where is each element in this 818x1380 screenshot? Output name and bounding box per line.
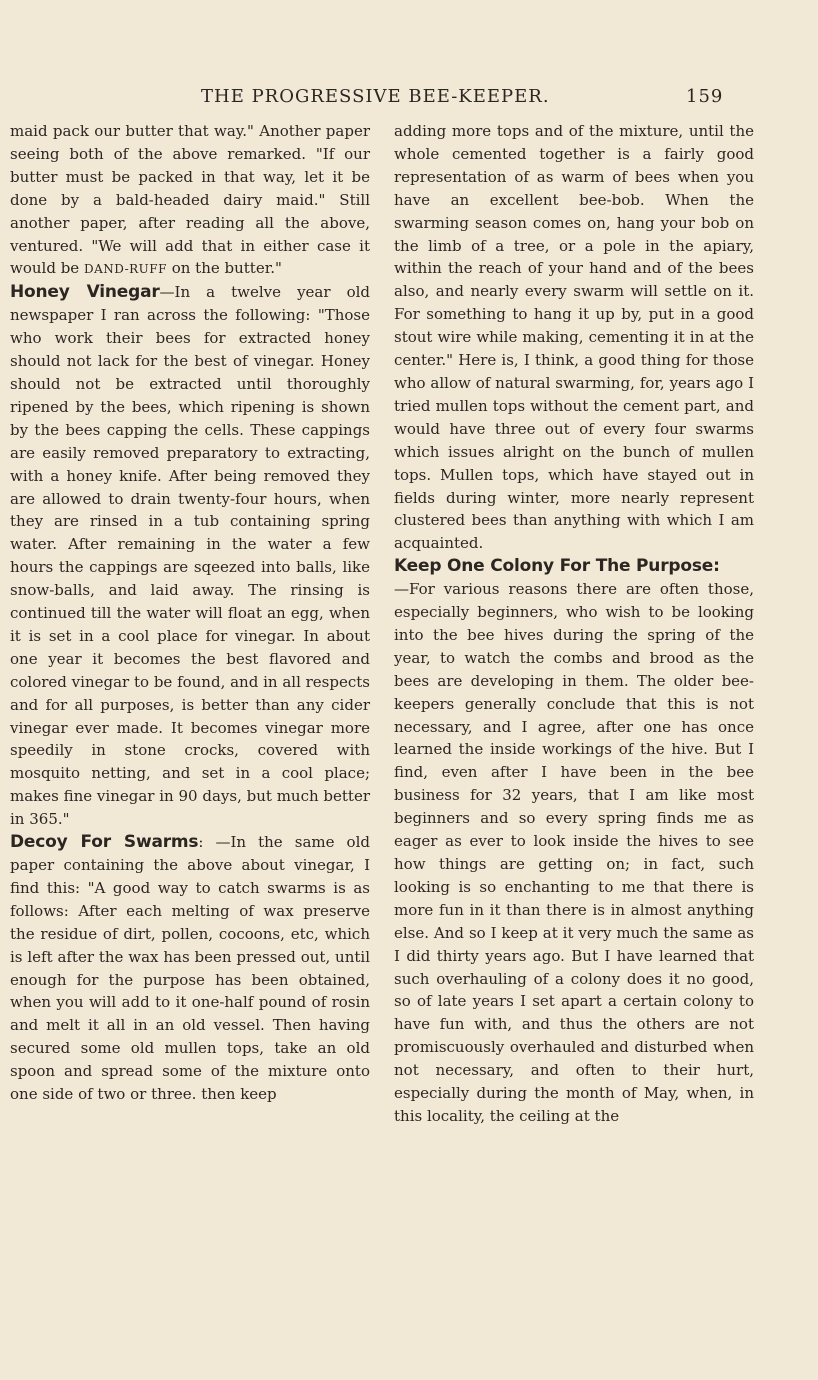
paragraph-butter	[10, 120, 370, 281]
page-header	[0, 86, 818, 110]
heading-decoy-swarms: Decoy For Swarms	[10, 832, 199, 853]
honey-vinegar-text: —In a twelve year old newspaper I ran across the following: "Those who work their bees for extracted honey should not lack for the best of vinegar. Honey should not be extracted until thoroughly ripened by the bees, which ripening is shown by the bees capping the cells. These cappings are easily removed preparatory to extracting, with a honey knife. After being removed they are allowed to drain twenty-four hours, when they are rinsed in a tub containing spring water. After remaining in the water a few hours the cappings are sqeezed into balls, like snow-balls, and laid away. The rinsing is continued till the water will float an egg, when it is set in a cool place for vinegar. In about one year it becomes the best flavored and colored vinegar to be found, and in all respects and for all purposes, is better than any cider vinegar ever made. It becomes vinegar more speedily in stone crocks, covered with mosquito netting, and set in a cool place; makes fine vinegar in 90 days, but much better in 365."	[10, 283, 370, 829]
page-number: 159	[686, 86, 724, 107]
heading-keep-colony: Keep One Colony For The Purpose:	[394, 556, 720, 577]
paragraph-decoy-swarms	[10, 831, 370, 1106]
heading-honey-vinegar: Honey Vinegar	[10, 282, 160, 303]
paragraph-bee-bob: adding more tops and of the mixture, until the whole cemented together is a fairly good representation of as warm of bees when you have an excellent bee-bob. When the swarming season comes on, hang your bob on the limb of a tree, or a pole in the apiary, within the reach of your hand and of the bees also, and nearly every swarm will settle on it. For something to hang it up by, put in a good stout wire while making, cementing it in at the center." Here is, I think, a good thing for those who allow of natural swarming, for, years ago I tried mullen tops without the cement part, and would have three out of every four swarms which issues alright on the bunch of mullen tops. Mullen tops, which have stayed out in fields during winter, more nearly represent clustered bees than anything with which I am acquainted.	[394, 122, 754, 553]
paragraph-honey-vinegar	[10, 281, 370, 831]
heading-keep-colony-line	[394, 555, 754, 578]
paragraph-keep-colony: —For various reasons there are often those, especially beginners, who wish to be looking into the bee hives during the spring of the year, to watch the combs and brood as the bees are developing in them. The older bee-keepers generally conclude that this is not necessary, and I agree, after one has once learned the inside workings of the hive. But I find, even after I have been in the bee business for 32 years, that I am like most beginners and so every spring finds me as eager as ever to look inside the hives to see how things are getting on; in fact, such looking is so enchanting to me that there is more fun in it than there is in almost anything else. And so I keep at it very much the same as I did thirty years ago. But I have learned that such overhauling of a colony does it no good, so of late years I set apart a certain colony to have fun with, and thus the others are not promiscuously overhauled and disturbed when not necessary, and often to their hurt, especially during the month of May, when, in this locality, the ceiling at the	[394, 580, 754, 1125]
dandruff-smallcaps: DAND-RUFF	[83, 262, 167, 277]
butter-text-a: maid pack our butter that way." Another paper seeing both of the above remarked. "If our butter must be packed in that way, let it be done by a bald-headed dairy maid." Still another paper, after reading all the above, ventured. "We will add that in either case it would be	[10, 122, 370, 278]
running-title: THE PROGRESSIVE BEE-KEEPER.	[201, 86, 550, 107]
right-column	[394, 120, 754, 1128]
left-column	[10, 120, 370, 1106]
decoy-swarms-text: : —In the same old paper containing the above about vinegar, I find this: "A good way to catch swarms is as follows: After each melting of wax preserve the residue of dirt, pollen, cocoons, etc, which is left after the wax has been pressed out, until enough for the purpose has been obtained, when you will add to it one-half pound of rosin and melt it all in an old vessel. Then having secured some old mullen tops, take an old spoon and spread some of the mixture onto one side of two or three. then keep	[10, 833, 370, 1104]
butter-text-b: on the butter."	[166, 259, 282, 278]
